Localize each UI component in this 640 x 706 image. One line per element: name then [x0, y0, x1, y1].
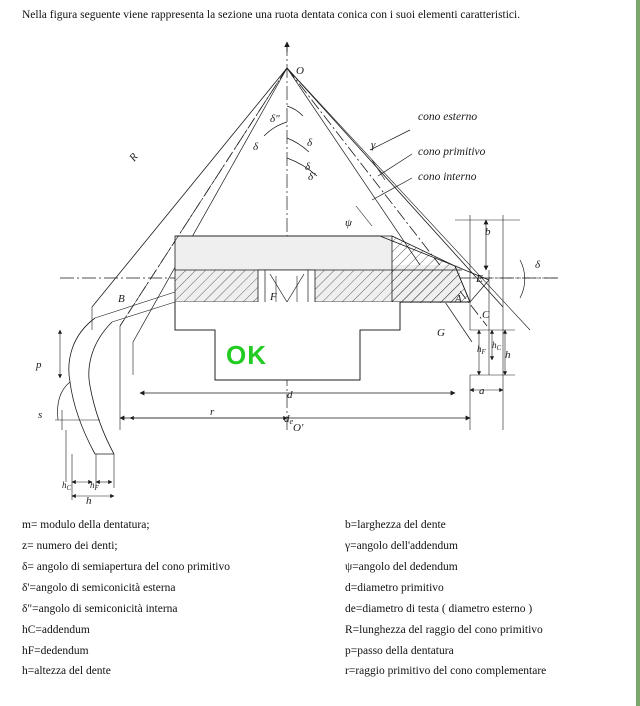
label-psi: ψ — [345, 217, 352, 229]
label-delta-prime: δ' — [308, 171, 316, 183]
intro-text: Nella figura seguente viene rappresenta la sezione una ruota dentata conica con i suoi elementi caratteristici. — [22, 9, 521, 21]
ok-annotation: OK — [226, 340, 267, 370]
label-delta-prime-inner: δ — [305, 161, 311, 173]
legend-column-left — [22, 515, 322, 682]
label-apex-O: O — [296, 65, 304, 77]
legend-item: δ"=angolo di semiconicità interna — [22, 602, 178, 615]
legend-item: δ'=angolo di semiconicità esterna — [22, 581, 176, 594]
callout-cono-primitivo: cono primitivo — [418, 146, 486, 158]
label-point-C: C — [482, 309, 490, 321]
label-delta-right: δ — [535, 259, 541, 271]
gear-section-figure — [0, 30, 640, 507]
page-side-band — [636, 0, 640, 706]
legend-item: γ=angolo dell'addendum — [345, 539, 458, 552]
label-delta-secondary: δ — [307, 137, 313, 149]
legend-item: p=passo della dentatura — [345, 644, 454, 657]
legend-item: h=altezza del dente — [22, 665, 111, 678]
legend-item: δ= angolo di semiapertura del cono primitivo — [22, 560, 230, 573]
label-apex-O-prime: O' — [293, 422, 304, 434]
label-a: a — [479, 385, 485, 397]
label-R: R — [127, 151, 141, 164]
figure-svg — [0, 30, 640, 507]
label-delta-double-prime: δ" — [270, 113, 280, 125]
label-h-left: h — [86, 495, 92, 507]
label-hF-left: $h_F$ — [90, 480, 99, 492]
label-h: h — [505, 349, 511, 361]
legend-item: de=diametro di testa ( diametro esterno ) — [345, 602, 533, 615]
legend-item: hC=addendum — [22, 623, 90, 636]
label-point-A: A — [455, 293, 462, 305]
legend-item: b=larghezza del dente — [345, 519, 446, 531]
label-hC-left: $h_C$ — [62, 480, 72, 492]
label-point-E: E — [476, 273, 483, 285]
legend-item: z= numero dei denti; — [22, 539, 118, 552]
legend-item: d=diametro primitivo — [345, 581, 444, 594]
label-gamma: γ — [371, 139, 376, 151]
legend-item: ψ=angolo del dedendum — [345, 560, 458, 573]
label-d: d — [287, 389, 293, 401]
legend-column-right — [345, 515, 635, 682]
legend-item: m= modulo della dentatura; — [22, 519, 150, 531]
legend-item: R=lunghezza del raggio del cono primitivo — [345, 623, 543, 636]
label-point-G: G — [437, 327, 445, 339]
label-b: b — [485, 226, 491, 238]
label-hF: $h_F$ — [477, 344, 486, 356]
legend-block — [0, 515, 640, 695]
legend-item: hF=dedendum — [22, 644, 89, 657]
callout-cono-interno: cono interno — [418, 171, 477, 183]
label-p: p — [36, 359, 42, 371]
label-de: de — [284, 413, 294, 426]
label-point-B: B — [118, 293, 125, 305]
label-point-F: F — [270, 291, 277, 303]
callout-cono-esterno: cono esterno — [418, 111, 478, 123]
label-s: s — [38, 409, 43, 421]
label-r: r — [210, 406, 215, 418]
label-delta: δ — [253, 141, 259, 153]
label-hC: $h_C$ — [492, 340, 502, 352]
legend-item: r=raggio primitivo del cono complementare — [345, 665, 547, 678]
